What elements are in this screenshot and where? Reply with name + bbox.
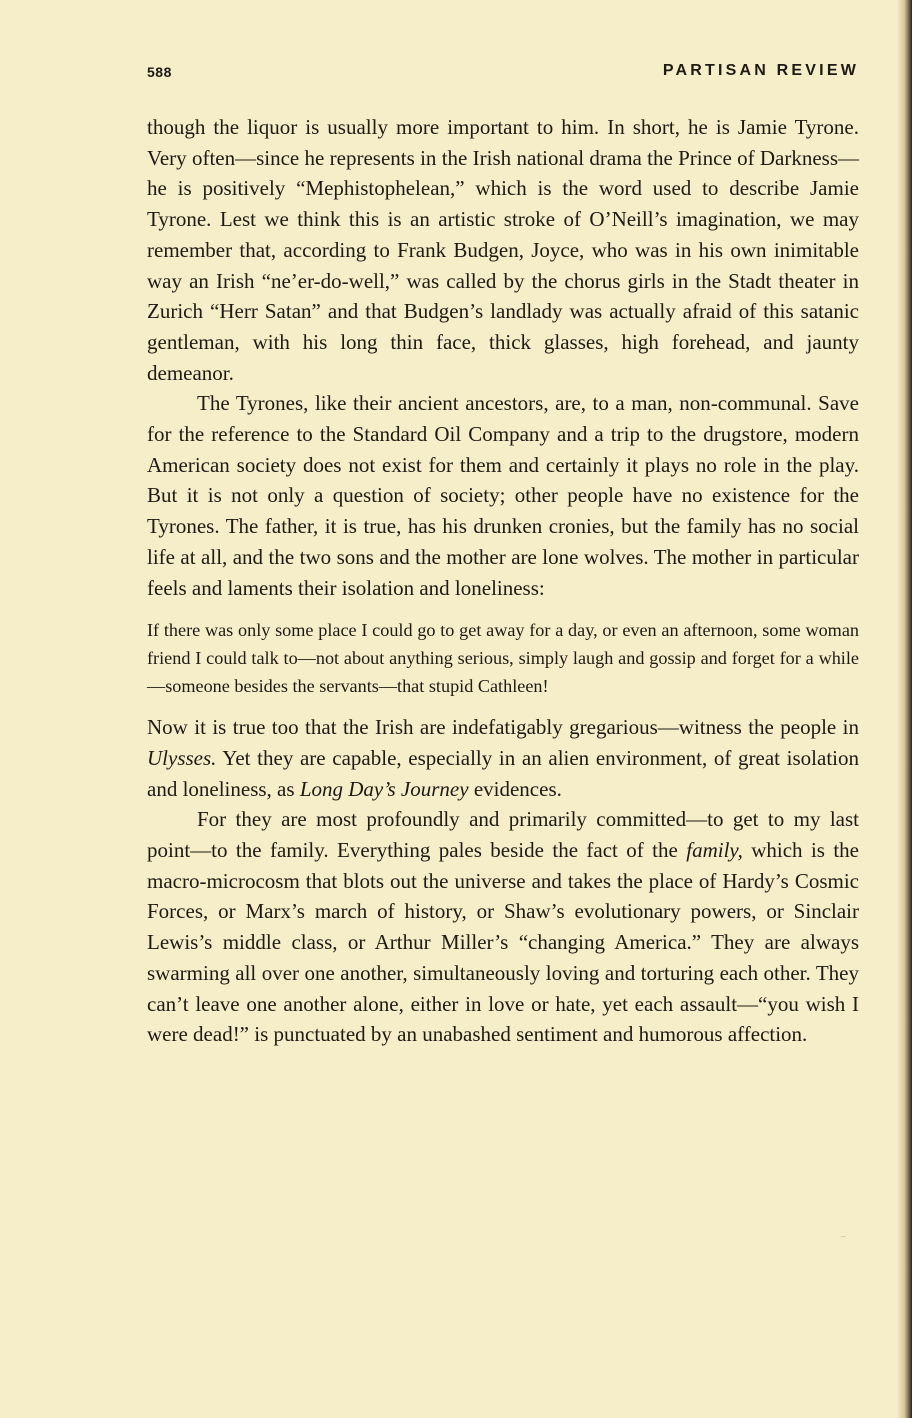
- page-number: 588: [147, 64, 172, 80]
- paragraph-jamie-tyrone: [147, 112, 859, 388]
- paragraph-tyrones-noncommunal: [147, 388, 859, 603]
- italic-title-long-days-journey: Long Day’s Journey: [299, 776, 469, 801]
- page-edge-shadow: [898, 0, 912, 1418]
- running-head: [147, 62, 859, 86]
- text-segment: which is the macro-microcosm that blots out the universe and takes the place of Hardy’s Cosmic Forces, or Marx’s march of history, or Shaw’s evolutionary powers, or Sinclair Lewis’s middle class, or Arthur Miller’s “changing America.” They are always swarming all over one another, simultaneously loving and torturing each other. They can’t leave one another alone, either in love or hate, yet each assault—“you wish I were dead!” is punctuated by an unabashed sentiment and humorous affection.: [147, 838, 860, 1047]
- italic-title-ulysses: Ulysses.: [147, 745, 217, 770]
- text-segment: Yet they are capable, especially in an alien environment, of great isolation and loneliness, as: [147, 745, 859, 801]
- text-segment: For they are most profoundly and primarily committed—to get to my last point—to the family. Everything pales beside the fact of the: [147, 807, 859, 863]
- body-text: [147, 112, 859, 1050]
- paragraph-family: [147, 804, 859, 1050]
- journal-title: PARTISAN REVIEW: [662, 62, 859, 79]
- paragraph-irish-gregarious: [147, 712, 859, 804]
- block-quote-mother: [147, 616, 859, 700]
- text-segment: The Tyrones, like their ancient ancestors, are, to a man, non-communal. Save for the reference to the Standard Oil Company and a trip to the drugstore, modern American society does not exist for them and certainly it plays no role in the play. But it is not only a question of society; other people have no existence for the Tyrones. The father, it is true, has his drunken cronies, but the family has no social life at all, and the two sons and the mother are lone wolves. The mother in particular feels and laments their isolation and loneliness:: [147, 391, 859, 600]
- text-segment: evidences.: [468, 776, 562, 801]
- page-smudge-mark: ⁻: [840, 1232, 847, 1246]
- italic-word-family: family,: [686, 838, 743, 863]
- text-segment: Now it is true too that the Irish are indefatigably gregarious—witness the people in: [147, 715, 859, 740]
- text-segment: though the liquor is usually more important to him. In short, he is Jamie Tyrone. Very often—since he represents in the Irish national drama the Prince of Darkness—he is positively “Mephistophelean,” which is the word used to describe Jamie Tyrone. Lest we think this is an artistic stroke of O’Neill’s imagination, we may remember that, according to Frank Budgen, Joyce, who was in his own inimitable way an Irish “ne’er-do-well,” was called by the chorus girls in the Stadt theater in Zurich “Herr Satan” and that Budgen’s landlady was actually afraid of this satanic gentleman, with his long thin face, thick glasses, high forehead, and jaunty demeanor.: [147, 115, 859, 385]
- quote-text: If there was only some place I could go to get away for a day, or even an afternoon, some woman friend I could talk to—not about anything serious, simply laugh and gossip and forget for a while—someone besides the servants—that stupid Cathleen!: [147, 620, 859, 697]
